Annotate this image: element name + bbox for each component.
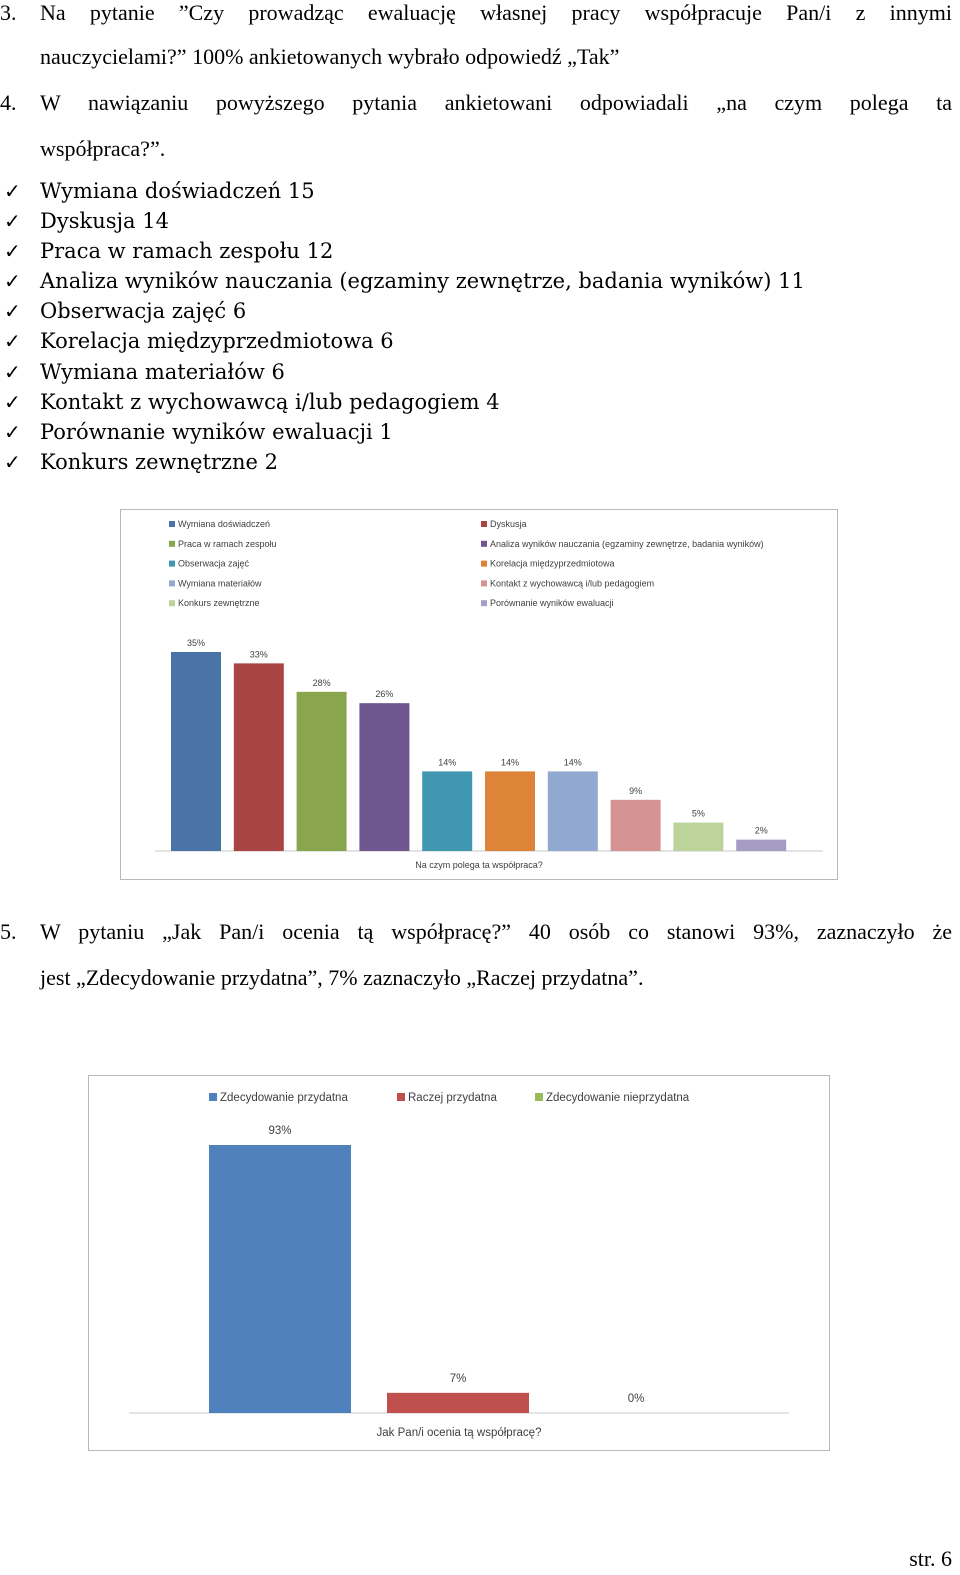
legend-label: Raczej przydatna xyxy=(408,1092,497,1104)
legend-swatch xyxy=(481,600,487,606)
check-mark-icon: ✓ xyxy=(4,179,21,203)
bar xyxy=(422,771,472,851)
legend-label: Korelacja międzyprzedmiotowa xyxy=(490,558,615,569)
bar xyxy=(234,663,284,851)
bar-data-label: 14% xyxy=(563,757,582,768)
legend-label: Zdecydowanie przydatna xyxy=(220,1092,348,1104)
bar-data-label: 14% xyxy=(438,757,457,768)
checklist-item-text: Analiza wyników nauczania (egzaminy zewnętrze, badania wyników) 11 xyxy=(40,269,805,294)
legend-swatch xyxy=(481,580,487,586)
bar-data-label: 9% xyxy=(629,785,643,796)
bar-data-label: 7% xyxy=(449,1372,467,1385)
bars xyxy=(209,1125,644,1413)
bar xyxy=(209,1145,351,1413)
legend-swatch xyxy=(169,600,175,606)
check-mark-icon: ✓ xyxy=(4,329,21,354)
bar-data-label: 5% xyxy=(691,808,705,819)
legend-swatch xyxy=(481,521,487,527)
check-mark-icon: ✓ xyxy=(4,449,21,474)
bar xyxy=(611,800,661,851)
bar xyxy=(171,652,221,851)
bar-data-label: 0% xyxy=(627,1393,645,1405)
chart-legend xyxy=(169,519,764,608)
bars xyxy=(171,638,786,851)
bar xyxy=(359,703,409,851)
check-mark-icon: ✓ xyxy=(4,359,21,384)
legend-swatch xyxy=(169,521,175,527)
legend-label: Zdecydowanie nieprzydatna xyxy=(546,1092,690,1104)
check-mark-icon: ✓ xyxy=(4,269,21,294)
checklist-item-text: Konkurs zewnętrzne 2 xyxy=(40,449,278,474)
checklist-item-text: Kontakt z wychowawcą i/lub pedagogiem 4 xyxy=(40,389,500,414)
legend-label: Kontakt z wychowawcą i/lub pedagogiem xyxy=(490,578,655,589)
question-4-line-2: współpraca?”. xyxy=(40,136,166,161)
check-mark-icon: ✓ xyxy=(4,389,21,414)
legend-swatch xyxy=(169,580,175,586)
legend-swatch xyxy=(169,561,175,567)
question-3-number: 3. xyxy=(0,0,17,25)
question-5-line-1: W pytaniu „Jak Pan/i ocenia tą współpracę?” 40 osób co stanowi 93%, zaznaczyło że xyxy=(40,919,952,944)
bar xyxy=(673,823,723,851)
x-axis-label: Jak Pan/i ocenia tą współpracę? xyxy=(376,1427,542,1439)
bar-data-label: 33% xyxy=(249,649,268,660)
legend-label: Analiza wyników nauczania (egzaminy zewnętrze, badania wyników) xyxy=(490,538,764,549)
bar-data-label: 93% xyxy=(268,1125,292,1137)
check-mark-icon: ✓ xyxy=(4,239,21,264)
check-mark-icon: ✓ xyxy=(4,419,21,444)
bar xyxy=(387,1393,529,1413)
legend-swatch xyxy=(535,1093,543,1101)
bar xyxy=(485,771,535,851)
question-3-line-2: nauczycielami?” 100% ankietowanych wybrało odpowiedź „Tak” xyxy=(40,44,620,69)
checklist-item-text: Obserwacja zajęć 6 xyxy=(40,299,247,324)
question-4-line-1: W nawiązaniu powyższego pytania ankietowani odpowiadali „na czym polega ta xyxy=(40,90,952,115)
legend-label: Dyskusja xyxy=(490,519,527,529)
x-axis-label: Na czym polega ta współpraca? xyxy=(415,860,543,870)
chart-cooperation xyxy=(120,509,838,880)
legend-label: Porównanie wyników ewaluacji xyxy=(490,598,614,609)
checklist-item-text: Korelacja międzyprzedmiotowa 6 xyxy=(40,329,394,354)
checklist-item-text: Wymiana materiałów 6 xyxy=(40,359,285,384)
bar xyxy=(736,840,786,851)
question-3-line-1: Na pytanie ”Czy prowadząc ewaluację własnej pracy współpracuje Pan/i z innymi xyxy=(40,0,952,25)
checklist-item-text: Wymiana doświadczeń 15 xyxy=(40,179,315,203)
chart-evaluation-svg xyxy=(89,1076,829,1450)
question-5-number: 5. xyxy=(0,919,17,944)
legend-swatch xyxy=(481,541,487,547)
bar-data-label: 2% xyxy=(754,825,768,836)
legend-swatch xyxy=(481,561,487,567)
legend-swatch xyxy=(169,541,175,547)
page-number: str. 6 xyxy=(909,1546,952,1571)
chart-cooperation-svg xyxy=(121,510,837,879)
legend-swatch xyxy=(209,1093,217,1101)
legend-label: Obserwacja zajęć xyxy=(178,558,250,569)
bar xyxy=(297,692,347,851)
legend-label: Wymiana materiałów xyxy=(178,578,262,589)
legend-label: Praca w ramach zespołu xyxy=(178,538,277,549)
question-5-line-2: jest „Zdecydowanie przydatna”, 7% zaznaczyło „Raczej przydatna”. xyxy=(40,965,644,990)
chart-evaluation xyxy=(88,1075,830,1451)
legend-swatch xyxy=(397,1093,405,1101)
question-4-number: 4. xyxy=(0,90,17,115)
checklist-item-text: Praca w ramach zespołu 12 xyxy=(40,239,334,264)
bar xyxy=(548,771,598,851)
bar-data-label: 26% xyxy=(375,689,394,700)
check-mark-icon: ✓ xyxy=(4,299,21,324)
chart-legend xyxy=(209,1092,690,1104)
bar-data-label: 35% xyxy=(186,638,206,648)
checklist-item-text: Dyskusja 14 xyxy=(40,209,169,234)
legend-label: Konkurs zewnętrzne xyxy=(178,598,260,609)
bar-data-label: 14% xyxy=(500,757,520,768)
checklist-item-text: Porównanie wyników ewaluacji 1 xyxy=(40,419,393,444)
legend-label: Wymiana doświadczeń xyxy=(178,519,270,529)
check-mark-icon: ✓ xyxy=(4,209,21,234)
bar-data-label: 28% xyxy=(312,677,331,688)
